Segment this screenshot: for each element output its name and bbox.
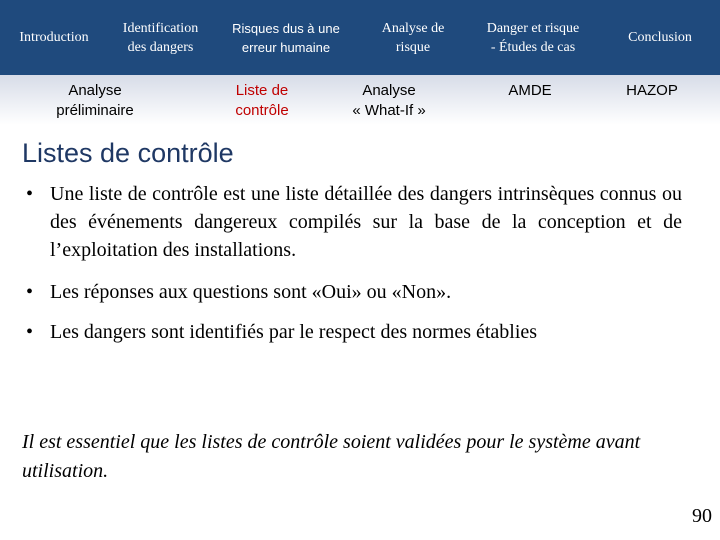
slide-title: Listes de contrôle: [22, 138, 234, 168]
bullet-text: Les dangers sont identifiés par le respect des normes établies: [50, 321, 538, 343]
page-number: 90: [692, 505, 712, 527]
tab-risques-erreur-humaine[interactable]: Risques dus à une erreur humaine: [232, 20, 340, 55]
sub-navigation-bar: [0, 75, 720, 125]
list-item: [22, 278, 682, 306]
subtab-liste-de-controle[interactable]: Liste de contrôle: [235, 82, 289, 119]
tab-danger-et-risque-etudes-de-cas[interactable]: Danger et risque - Études de cas: [486, 20, 580, 55]
subtab-amde[interactable]: AMDE: [508, 82, 552, 99]
bullet-icon: •: [26, 321, 34, 343]
tab-analyse-de-risque[interactable]: Analyse de risque: [381, 20, 445, 55]
subtab-hazop[interactable]: HAZOP: [626, 82, 678, 99]
list-item: [22, 180, 682, 264]
bullet-icon: •: [26, 183, 34, 205]
validation-note: Il est essentiel que les listes de contrôle soient validées pour le système avant utilisation.: [22, 431, 641, 482]
subtab-analyse-what-if[interactable]: Analyse « What-If »: [352, 82, 426, 119]
subtab-analyse-preliminaire[interactable]: Analyse préliminaire: [56, 82, 134, 119]
tab-conclusion[interactable]: Conclusion: [628, 30, 692, 45]
bullet-icon: •: [26, 281, 34, 303]
top-navigation-bar: [0, 0, 720, 75]
bullet-list: [22, 180, 682, 346]
bullet-text: Les réponses aux questions sont «Oui» ou «Non».: [50, 281, 452, 303]
tab-introduction[interactable]: Introduction: [19, 30, 89, 45]
bullet-text: Une liste de contrôle est une liste détaillée des dangers intrinsèques connus ou des événements dangereux compilés sur la base de la conception et de l’exploitation des installations.: [50, 183, 682, 261]
tab-identification-des-dangers[interactable]: Identification des dangers: [122, 20, 199, 55]
list-item: [22, 318, 682, 346]
